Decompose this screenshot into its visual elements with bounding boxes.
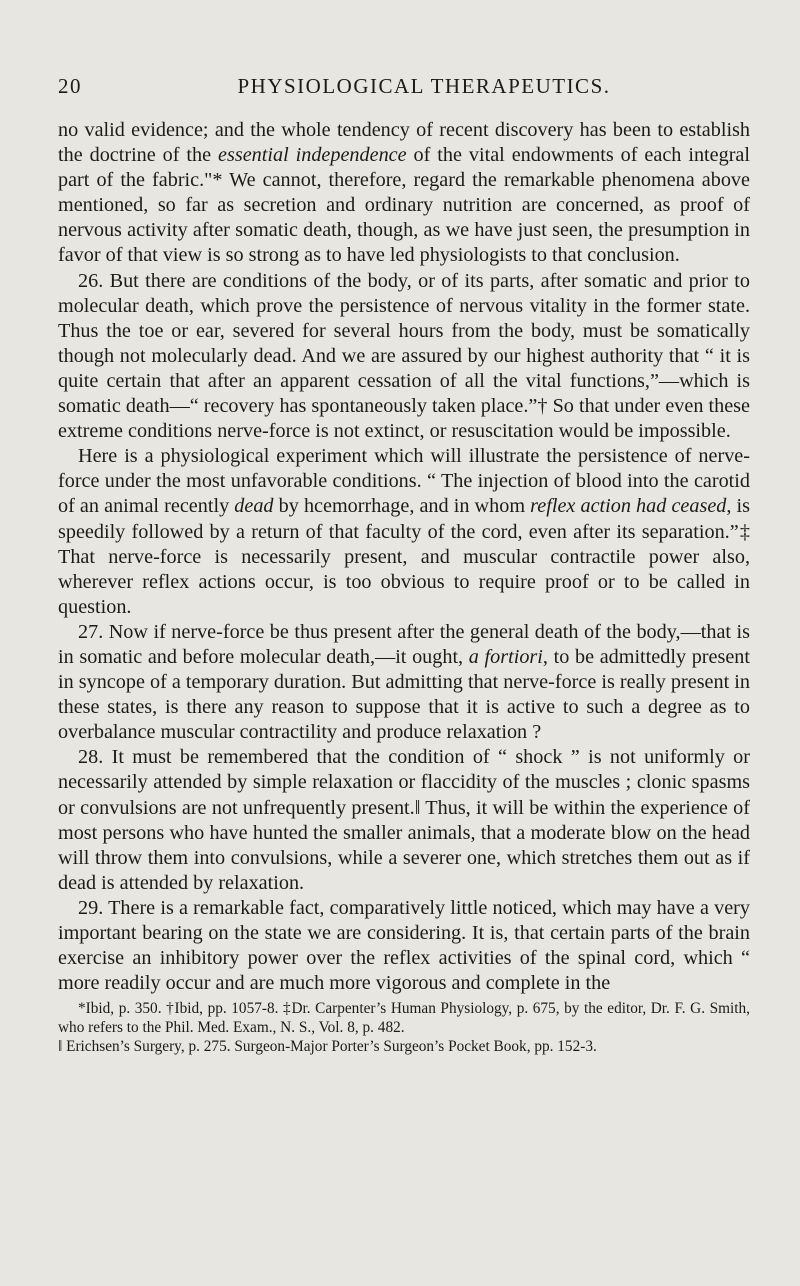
- footnotes: [58, 999, 750, 1056]
- italic-phrase: reflex action had ceased: [530, 495, 727, 518]
- running-title: PHYSIOLOGICAL THERAPEUTICS.: [237, 74, 611, 98]
- page-number: 20: [58, 74, 82, 98]
- italic-word: dead: [234, 495, 274, 518]
- italic-phrase: a fortiori: [468, 645, 543, 668]
- footnote-line: ‖ Erichsen’s Surgery, p. 275. Surgeon-Major Porter’s Surgeon’s Pocket Book, pp. 152-3.: [58, 1038, 597, 1056]
- paragraph-26-experiment: Here is a physiological experiment which will illustrate the persistence of nerve-force under the most unfavorable conditions. “ The injection of blood into the carotid of an animal recently dead by hcemorrhage, and in whom reflex action had ceased, is speedily followed by a return of that faculty of the cord, even after its separation.”‡ That nerve-force is necessarily present, and muscular contractile power also, wherever reflex actions occur, is too obvious to require proof or to be called in question.: [58, 445, 751, 618]
- paragraph-26: 26. But there are conditions of the body, or of its parts, after somatic and prior to molecular death, which prove the persistence of nervous vitality in the former state. Thus the toe or ear, severed for several hours from the body, must be somatically though not molecularly dead. And we are assured by our highest authority that “ it is quite certain that after an apparent cessation of all the vital functions,”—which is somatic death—“ recovery has spontaneously taken place.”† So that under even these extreme conditions nerve-force is not extinct, or resuscitation would be impossible.: [58, 269, 750, 443]
- body-text: [58, 118, 750, 996]
- paragraph-29: 29. There is a remarkable fact, comparatively little noticed, which may have a very important bearing on the state we are considering. It is, that certain parts of the brain exercise an inhibitory power over the reflex activities of the spinal cord, which “ more readily occur and are much more vigorous and complete in the: [58, 896, 750, 995]
- footnote-line: *Ibid, p. 350. †Ibid, pp. 1057-8. ‡Dr. Carpenter’s Human Physiology, p. 675, by the editor, Dr. F. G. Smith, who refers to the Phil. Med. Exam., N. S., Vol. 8, p. 482.: [58, 1000, 750, 1037]
- paragraph-27: 27. Now if nerve-force be thus present after the general death of the body,—that is in somatic and before molecular death,—it ought, a fortiori, to be admittedly present in syncope of a temporary duration. But admitting that nerve-force is really present in these states, is there any reason to suppose that it is active to such a degree as to overbalance muscular contractility and produce relaxation ?: [58, 620, 750, 744]
- paragraph-continuation: no valid evidence; and the whole tendency of recent discovery has been to establish the doctrine of the essential independence of the vital endowments of each integral part of the fabric."* We cannot, therefore, regard the remarkable phenomena above mentioned, so far as secretion and ordinary nutrition are concerned, as proof of nervous activity after somatic death, though, as we have just seen, the presumption in favor of that view is so strong as to have led physiologists to that conclusion.: [58, 119, 750, 267]
- paragraph-28: 28. It must be remembered that the condition of “ shock ” is not uniformly or necessarily attended by simple relaxation or flaccidity of the muscles ; clonic spasms or convulsions are not unfrequently present.‖ Thus, it will be within the experience of most persons who have hunted the smaller animals, that a moderate blow on the head will throw them into convulsions, while a severer one, which stretches them out as if dead is attended by relaxation.: [58, 746, 750, 894]
- running-header: [58, 0, 750, 104]
- italic-phrase: essential independence: [218, 144, 407, 167]
